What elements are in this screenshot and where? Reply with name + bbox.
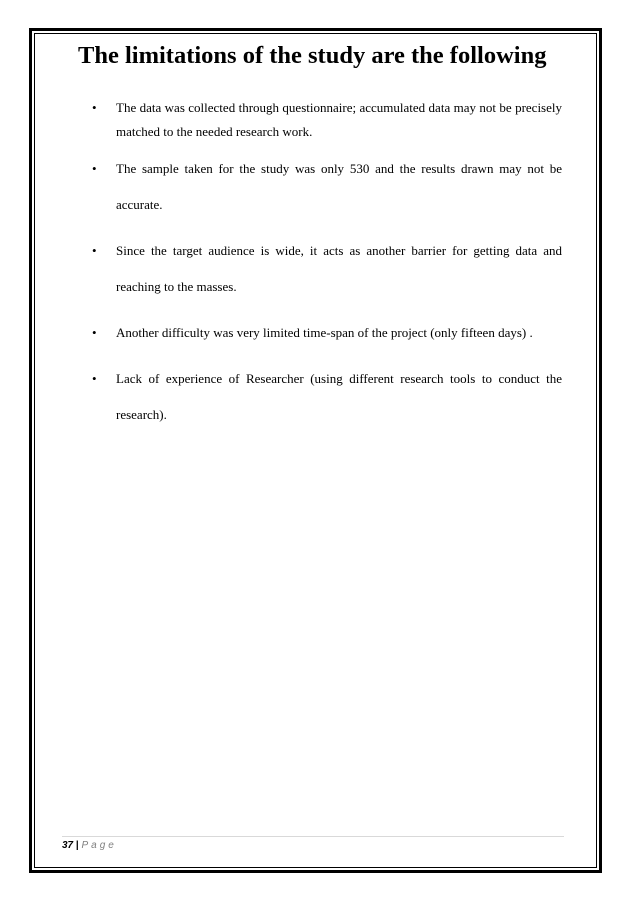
footer-divider	[62, 836, 564, 837]
page-heading: The limitations of the study are the following	[78, 42, 547, 69]
list-item	[92, 96, 562, 144]
list-item-text: Since the target audience is wide, it acts as another barrier for getting data and reaching to the masses.	[116, 243, 562, 294]
list-item-text: The sample taken for the study was only 530 and the results drawn may not be accurate.	[116, 161, 562, 212]
bullet-icon: •	[92, 325, 97, 340]
page-number: 37	[62, 840, 74, 851]
list-item-text: Another difficulty was very limited time-span of the project (only fifteen days) .	[116, 325, 533, 340]
list-item	[92, 315, 562, 351]
page-footer	[62, 840, 117, 851]
list-item	[92, 361, 562, 433]
limitations-list	[92, 96, 562, 433]
bullet-icon: •	[92, 371, 97, 386]
page-label: Page	[81, 840, 117, 851]
bullet-icon: •	[92, 243, 97, 258]
list-item-text: Lack of experience of Researcher (using different research tools to conduct the research).	[116, 371, 562, 422]
list-item-text: The data was collected through questionnaire; accumulated data may not be precisely matched to the needed research work.	[116, 100, 562, 139]
footer-separator: |	[75, 840, 79, 851]
bullet-icon: •	[92, 161, 97, 176]
list-item	[92, 233, 562, 305]
bullet-icon: •	[92, 100, 97, 115]
list-item	[92, 151, 562, 223]
